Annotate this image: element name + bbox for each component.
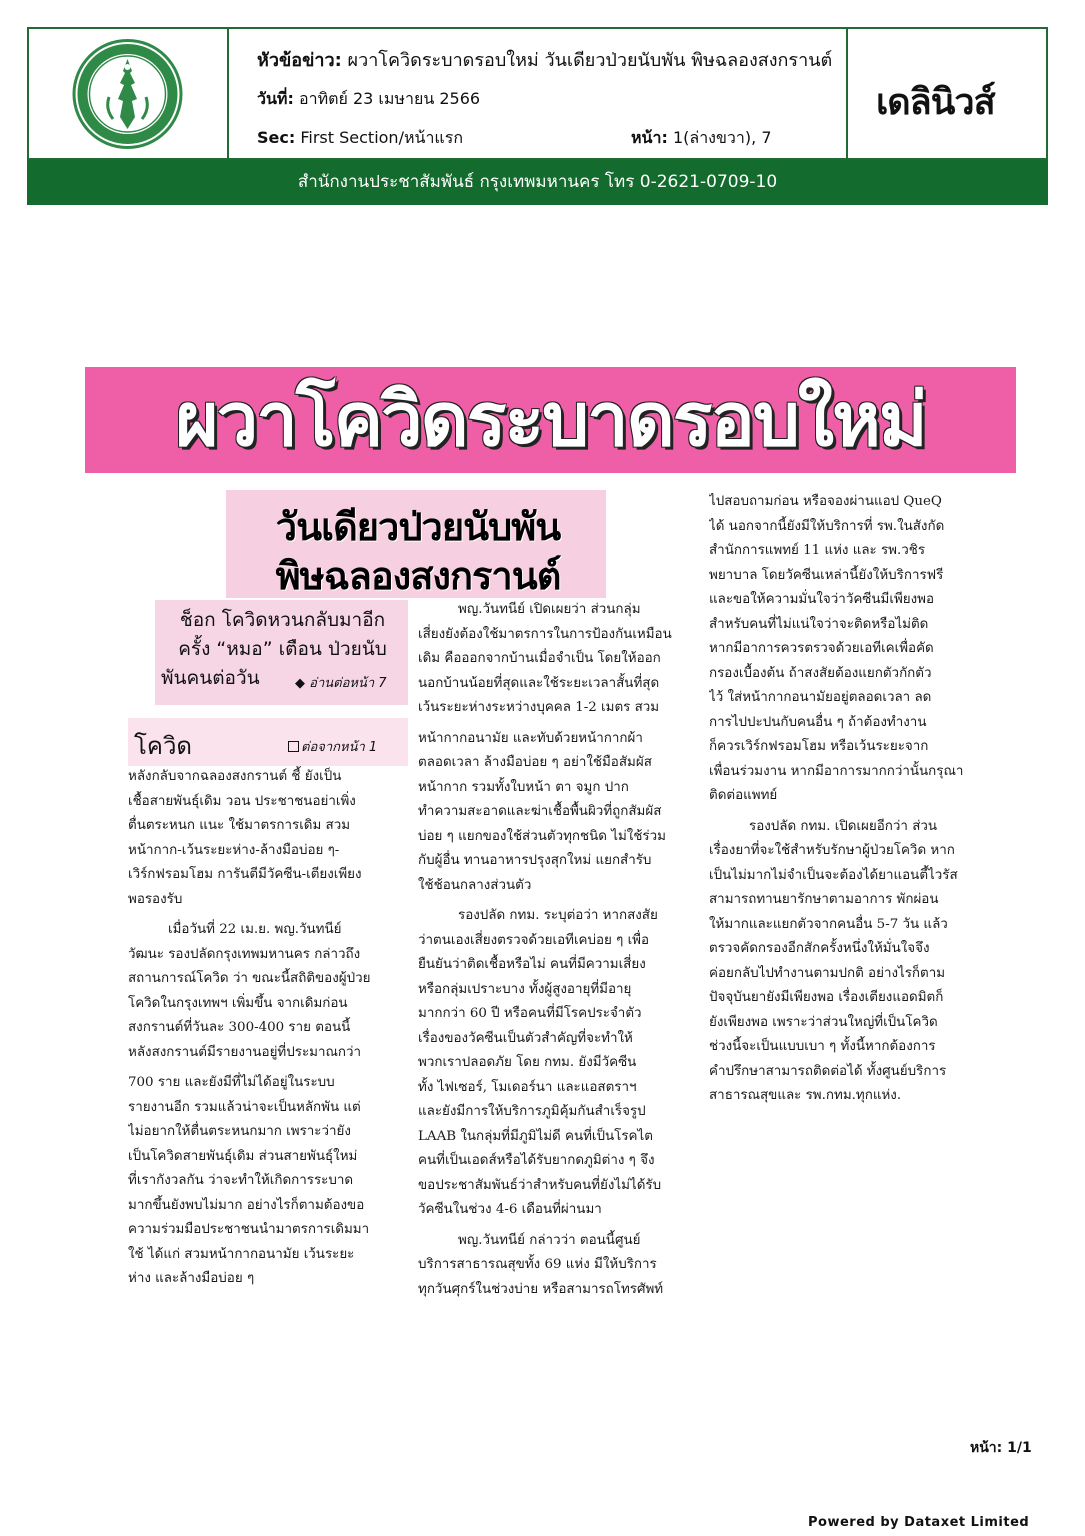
body-line: บริการสาธารณสุขทั้ง 69 แห่ง มีให้บริการ <box>418 1257 657 1272</box>
body-line: เพื่อนร่วมงาน หากมีอาการมากกว่านั้นกรุณา <box>709 763 964 779</box>
body-line: เรื่องของวัคซีนเป็นตัวสำคัญที่จะทำให้ <box>418 1030 633 1046</box>
body-line: กับผู้อื่น ทานอาหารปรุงสุกใหม่ แยกสำรับ <box>418 853 652 868</box>
body-line: เวิร์กฟรอมโฮม การันตีมีวัคซีน-เตียงเพียง <box>128 867 362 882</box>
body-line: ก็ควรเวิร์กฟรอมโฮม หรือเว้นระยะจาก <box>709 739 929 754</box>
body-line: ตลอดเวลา ล้างมือบ่อย ๆ อย่าใช้มือสัมผัส <box>418 755 652 770</box>
body-line: มากขึ้นยังพบไม่มาก อย่างไรก็ตามต้องขอ <box>128 1197 365 1213</box>
body-line: เรื่องยาที่จะใช้สำหรับรักษาผู้ป่วยโควิด หาก <box>709 843 955 858</box>
teaser-line: ช็อก โควิดหวนกลับมาอีก <box>179 609 386 631</box>
body-line: เสี่ยงยังต้องใช้มาตรการในการป้องกันเหมือน <box>418 626 672 642</box>
body-line: ห่าง และล้างมือบ่อย ๆ <box>128 1271 255 1286</box>
headline-value: ผวาโควิดระบาดรอบใหม่ วันเดียวป่วยนับพัน พิษฉลองสงกรานต์ <box>347 50 833 71</box>
body-line: เป็นโควิดสายพันธุ์เดิม ส่วนสายพันธุ์ใหม่ <box>128 1148 358 1164</box>
body-line: มากกว่า 60 ปี หรือคนที่มีโรคประจำตัว <box>418 1006 642 1021</box>
body-line: หน้ากาก-เว้นระยะห่าง-ล้างมือบ่อย ๆ- <box>128 842 340 858</box>
section-title: โควิด <box>134 732 193 760</box>
teaser-line: พันคนต่อวัน <box>161 667 260 689</box>
bma-seal-icon <box>69 37 186 151</box>
body-line: คำปรึกษาสามารถติดต่อได้ ทั้งศูนย์บริการ <box>709 1063 947 1079</box>
body-line: เดิม คือออกจากบ้านเมื่อจำเป็น โดยให้ออก <box>418 651 661 666</box>
body-line: เชื้อสายพันธุ์เดิม วอน ประชาชนอย่าเพิ่ง <box>128 793 356 809</box>
body-line: ช่วงนี้จะเป็นแบบเบา ๆ ทั้งนี้หากต้องการ <box>709 1039 936 1054</box>
body-line: หรือกลุ่มเปราะบาง ทั้งผู้สูงอายุที่มีอายุ <box>418 981 632 997</box>
section-label-box <box>128 718 408 766</box>
body-line: ปัจจุบันยายังมีเพียงพอ เรื่องเตียงแอดมิตก็ <box>709 990 944 1005</box>
body-line: คนที่เป็นเอดส์หรือได้รับยากดภูมิต่าง ๆ จึง <box>418 1153 655 1168</box>
body-line: รองปลัด กทม. เปิดเผยอีกว่า ส่วน <box>749 818 938 834</box>
newspaper-name: เดลินิวส์ <box>876 82 995 123</box>
sec-label: Sec: <box>257 128 296 147</box>
body-line: รายงานอีก รวมแล้วน่าจะเป็นหลักพัน แต่ <box>128 1099 361 1115</box>
date-value: อาทิตย์ 23 เมษายน 2566 <box>298 89 481 108</box>
body-line: และขอให้ความมั่นใจว่าวัคซีนมีเพียงพอ <box>709 592 935 607</box>
body-line: ค่อยกลับไปทำงานตามปกติ อย่างไรก็ตาม <box>709 965 946 981</box>
body-line: ให้มากและแยกตัวจากคนอื่น 5-7 วัน แล้ว <box>709 916 948 932</box>
body-line: ทุกวันศุกร์ในช่วงบ่าย หรือสามารถโทรศัพท์ <box>418 1281 664 1297</box>
body-line: สำหรับคนที่ไม่แน่ใจว่าจะติดหรือไม่ติด <box>709 616 929 632</box>
headline-banner <box>85 367 1016 473</box>
body-line: ใช้ ได้แก่ สวมหน้ากากอนามัย เว้นระยะ <box>128 1246 355 1262</box>
sec-value: First Section/หน้าแรก <box>300 128 464 147</box>
body-line: หลังสงกรานต์มีรายงานอยู่ที่ประมาณกว่า <box>128 1044 362 1060</box>
section-row <box>257 126 463 151</box>
page-row <box>631 126 772 151</box>
teaser-box <box>155 600 408 705</box>
body-column-2 <box>418 598 698 1302</box>
page-label: หน้า: <box>631 128 668 147</box>
body-line: สามารถทานยารักษาตามอาการ พักผ่อน <box>709 892 939 907</box>
square-icon <box>288 741 299 752</box>
subhead-box <box>226 490 606 598</box>
headline-row <box>257 45 847 74</box>
body-line: ใช้ช้อนกลางส่วนตัว <box>418 877 532 893</box>
continued-text: ต่อจากหน้า 1 <box>301 740 378 755</box>
body-line: ที่เรากังวลกัน ว่าจะทำให้เกิดการระบาด <box>128 1173 354 1188</box>
body-line: พวกเราปลอดภัย โดย กทม. ยังมีวัคซีน <box>418 1055 637 1070</box>
clipping-header <box>27 27 1048 160</box>
office-bar: สำนักงานประชาสัมพันธ์ กรุงเทพมหานคร โทร 0-2621-0709-10 <box>27 160 1048 205</box>
body-line: หลังกลับจากฉลองสงกรานต์ ชี้ ยังเป็น <box>128 769 342 784</box>
subhead-line-2: พิษฉลองสงกรานต์ <box>275 554 561 598</box>
body-line: เป็นไม่มากไม่จำเป็นจะต้องได้ยาแอนตี้ไวรัส <box>709 867 958 883</box>
body-line: เว้นระยะห่างระหว่างบุคคล 1-2 เมตร สวม <box>418 700 660 715</box>
body-line: วัคซีนในช่วง 4-6 เดือนที่ผ่านมา <box>418 1202 602 1217</box>
article-headline: ผวาโควิดระบาดรอบใหม่ <box>175 377 926 463</box>
body-line: โควิดในกรุงเทพฯ เพิ่มขึ้น จากเดิมก่อน <box>128 995 348 1011</box>
body-line: สำนักการแพทย์ 11 แห่ง และ รพ.วชิร <box>709 543 926 558</box>
body-line: และยังมีการให้บริการภูมิคุ้มกันสำเร็จรูป <box>418 1104 646 1119</box>
powered-by: Powered by Dataxet Limited <box>808 1515 1030 1530</box>
body-line: พญ.วันทนีย์ กล่าวว่า ตอนนี้ศูนย์ <box>458 1232 641 1248</box>
body-line: สถานการณ์โควิด ว่า ขณะนี้สถิติของผู้ป่วย <box>128 971 371 986</box>
body-line: สงกรานต์ที่วันละ 300-400 ราย ตอนนี้ <box>128 1020 351 1035</box>
body-line: กรองเบื้องต้น ถ้าสงสัยต้องแยกตัวกักตัว <box>709 665 932 681</box>
headline-label: หัวข้อข่าว: <box>257 50 342 71</box>
body-line: ตรวจคัดกรองอีกสักครั้งหนึ่งให้มั่นใจจึง <box>709 941 930 956</box>
body-line: รองปลัด กทม. ระบุต่อว่า หากสงสัย <box>458 908 658 923</box>
body-line: ขอประชาสัมพันธ์ว่าสำหรับคนที่ยังไม่ได้รับ <box>418 1177 662 1193</box>
continued-from <box>288 736 377 757</box>
body-line: ยืนยันว่าติดเชื้อหรือไม่ คนที่มีความเสี่ยง <box>418 957 646 972</box>
newspaper-cell <box>850 29 1048 158</box>
body-line: ยังเพียงพอ เพราะว่าส่วนใหญ่ที่เป็นโควิด <box>709 1014 938 1030</box>
page-number: หน้า: 1/1 <box>970 1440 1032 1456</box>
body-line: การไปปะปนกับคนอื่น ๆ ถ้าต้องทำงาน <box>709 714 927 730</box>
body-line: วัฒนะ รองปลัดกรุงเทพมหานคร กล่าวถึง <box>128 946 361 962</box>
body-line: หากมีอาการควรตรวจด้วยเอทีเคเพื่อคัด <box>709 641 934 656</box>
body-line: ทั้ง ไฟเซอร์, โมเดอร์นา และแอสตราฯ <box>418 1079 637 1095</box>
teaser-line: ครั้ง “หมอ” เตือน ป่วยนับ <box>178 638 387 660</box>
body-line: หน้ากากอนามัย และทับด้วยหน้ากากผ้า <box>418 730 643 746</box>
body-line: นอกบ้านน้อยที่สุดและใช้ระยะเวลาสั้นที่สุด <box>418 675 660 691</box>
body-line: สาธารณสุขและ รพ.กทม.ทุกแห่ง. <box>709 1088 902 1103</box>
info-cell <box>231 29 848 158</box>
body-line: ว่าตนเองเสี่ยงตรวจด้วยเอทีเคบ่อย ๆ เพื่อ <box>418 932 650 948</box>
body-line: หน้ากาก รวมทั้งใบหน้า ตา จมูก ปาก <box>418 779 629 795</box>
body-column-1 <box>128 765 408 1292</box>
logo-cell <box>29 29 229 158</box>
body-line: ติดต่อแพทย์ <box>709 788 778 803</box>
date-row <box>257 87 480 112</box>
read-more-text: อ่านต่อหน้า 7 <box>309 676 387 691</box>
subhead-line-1: วันเดียวป่วยนับพัน <box>275 505 561 549</box>
body-line: ไม่อยากให้ตื่นตระหนกมาก เพราะว่ายัง <box>128 1124 351 1139</box>
body-line: 700 ราย และยังมีที่ไม่ได้อยู่ในระบบ <box>128 1075 335 1090</box>
body-line: พอรองรับ <box>128 891 183 907</box>
body-line: ความร่วมมือประชาชนนำมาตรการเดิมมา <box>128 1222 370 1237</box>
body-line: เมื่อวันที่ 22 เม.ย. พญ.วันทนีย์ <box>168 922 342 937</box>
body-line: ไปสอบถามก่อน หรือจองผ่านแอป QueQ <box>709 494 942 509</box>
body-line: LAAB ในกลุ่มที่มีภูมิไม่ดี คนที่เป็นโรคไต <box>418 1128 653 1144</box>
body-line: ไว้ ใส่หน้ากากอนามัยอยู่ตลอดเวลา ลด <box>709 690 932 705</box>
body-line: พยาบาล โดยวัคซีนเหล่านี้ยังให้บริการฟรี <box>709 567 944 583</box>
body-line: ได้ นอกจากนี้ยังมีให้บริการที่ รพ.ในสังกัด <box>709 518 945 534</box>
page-value: 1(ล่างขวา), 7 <box>672 128 772 147</box>
body-line: ตื่นตระหนก แนะ ใช้มาตรการเดิม สวม <box>128 818 351 833</box>
body-line: บ่อย ๆ แยกของใช้ส่วนตัวทุกชนิด ไม่ใช้ร่วม <box>418 828 666 844</box>
read-more: ◆ อ่านต่อหน้า 7 <box>295 676 387 691</box>
body-line: ทำความสะอาดและฆ่าเชื้อพื้นผิวที่ถูกสัมผัส <box>418 804 662 819</box>
body-line: พญ.วันทนีย์ เปิดเผยว่า ส่วนกลุ่ม <box>458 602 641 617</box>
body-column-3 <box>709 490 992 1109</box>
date-label: วันที่: <box>257 89 294 108</box>
